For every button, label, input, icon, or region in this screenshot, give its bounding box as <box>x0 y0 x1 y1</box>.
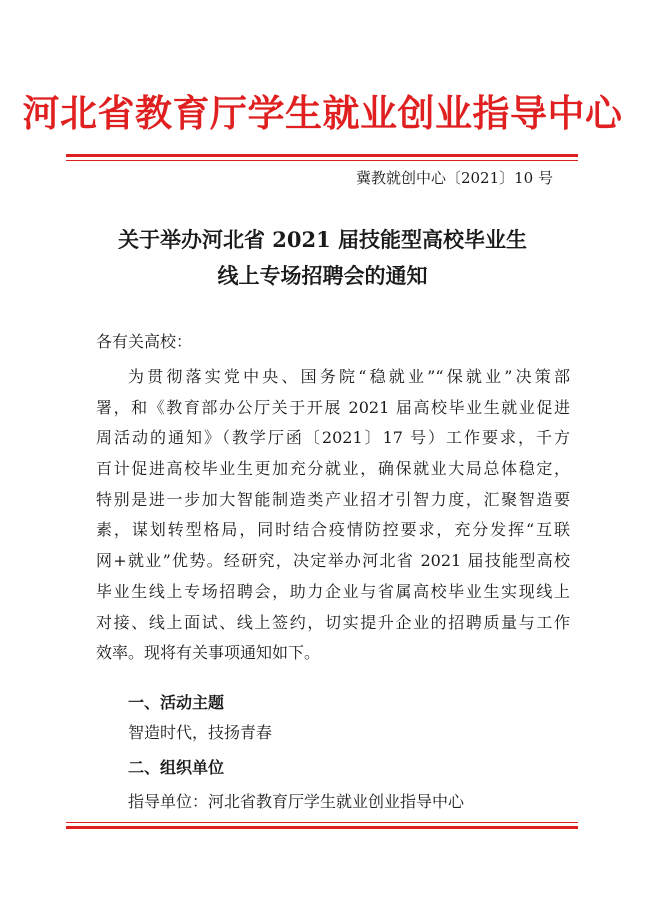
paragraph-line: 效率。现将有关事项通知如下。 <box>96 643 321 663</box>
org-header-title: 河北省教育厅学生就业创业指导中心 <box>22 92 623 135</box>
header-rule-thick <box>66 154 578 157</box>
paragraph-line: 特别是进一步加大智能制造类产业招才引智力度，汇聚智造要 <box>96 489 570 509</box>
paragraph-line: 周活动的通知》（教学厅函〔2021〕17 号）工作要求，千方 <box>96 428 570 448</box>
footer-rule-thick <box>66 826 578 829</box>
paragraph-line: 毕业生线上专场招聘会，助力企业与省属高校毕业生实现线上 <box>96 581 570 601</box>
section-1-heading: 一、活动主题 <box>128 693 225 712</box>
paragraph-line: 百计促进高校毕业生更加充分就业，确保就业大局总体稳定， <box>96 459 570 479</box>
paragraph-line: 网+就业”优势。经研究，决定举办河北省 2021 届技能型高校 <box>96 551 570 571</box>
footer-rule-thin <box>66 822 578 823</box>
paragraph-line: 署，和《教育部办公厅关于开展 2021 届高校毕业生就业促进 <box>96 397 570 417</box>
salutation: 各有关高校： <box>96 332 193 351</box>
notice-title <box>0 222 645 294</box>
notice-title-line-1: 关于举办河北省 2021 届技能型高校毕业生 <box>117 227 528 252</box>
body-paragraph <box>96 362 570 669</box>
header-rule-thin <box>66 160 578 161</box>
paragraph-line: 素，谋划转型格局，同时结合疫情防控要求，充分发挥“互联 <box>96 520 570 540</box>
document-number: 冀教就创中心〔2021〕10 号 <box>355 169 553 187</box>
section-2-text: 指导单位：河北省教育厅学生就业创业指导中心 <box>128 792 465 811</box>
paragraph-line: 为贯彻落实党中央、国务院“稳就业”“保就业”决策部 <box>128 367 570 386</box>
notice-title-line-2: 线上专场招聘会的通知 <box>217 263 428 288</box>
paragraph-line: 对接、线上面试、线上签约，切实提升企业的招聘质量与工作 <box>96 612 570 632</box>
section-1-text: 智造时代，技扬青春 <box>128 723 273 742</box>
section-2-heading: 二、组织单位 <box>128 758 225 777</box>
